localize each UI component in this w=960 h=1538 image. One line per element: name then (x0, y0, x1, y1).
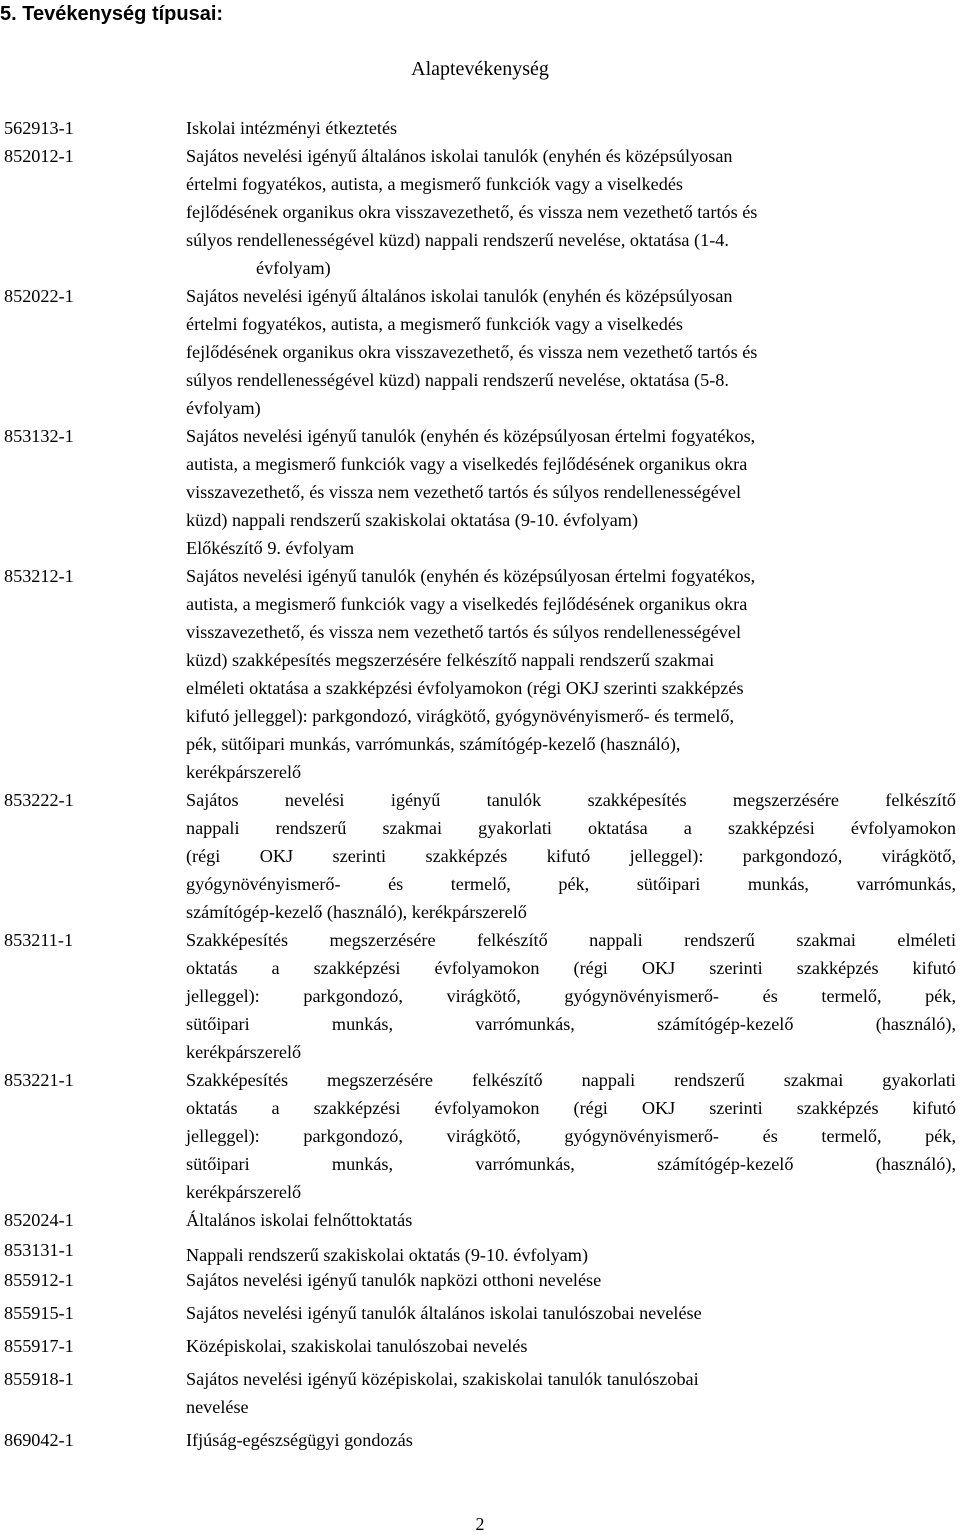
activity-row (0, 1299, 960, 1327)
activity-description (186, 562, 956, 786)
activity-row (0, 786, 960, 926)
activity-row (0, 1206, 960, 1234)
description-line: visszavezethető, és vissza nem vezethető tartós és súlyos rendellenességével (186, 622, 742, 642)
activity-code: 855918-1 (4, 1369, 74, 1389)
description-line: Ifjúság-egészségügyi gondozás (186, 1430, 413, 1450)
description-line: küzd) nappali rendszerű szakiskolai oktatása (9-10. évfolyam) (186, 510, 638, 530)
activity-code: 852022-1 (4, 286, 74, 306)
activity-row (0, 1066, 960, 1206)
activity-row (0, 114, 960, 142)
description-line: autista, a megismerő funkciók vagy a viselkedés fejlődésének organikus okra (186, 454, 748, 474)
description-line: súlyos rendellenességével küzd) nappali rendszerű nevelése, oktatása (5-8. (186, 370, 729, 390)
activity-row (0, 926, 960, 1066)
activity-description (186, 282, 956, 422)
description-line: kerékpárszerelő (186, 1042, 302, 1062)
description-line: súlyos rendellenességével küzd) nappali rendszerű nevelése, oktatása (1-4. (186, 230, 729, 250)
activity-row (0, 422, 960, 562)
description-line: kerékpárszerelő (186, 762, 302, 782)
description-line: Sajátos nevelési igényű középiskolai, szakiskolai tanulók tanulószobai (186, 1369, 699, 1389)
activity-code: 853221-1 (4, 1070, 74, 1090)
description-line: értelmi fogyatékos, autista, a megismerő funkciók vagy a viselkedés (186, 314, 683, 334)
activity-description (186, 1266, 956, 1294)
activity-row (0, 1236, 960, 1269)
activity-code: 855917-1 (4, 1336, 74, 1356)
description-line: fejlődésének organikus okra visszavezethető, és vissza nem vezethető tartós és (186, 342, 758, 362)
description-line: Sajátos nevelési igényű általános iskolai tanulók (enyhén és középsúlyosan (186, 286, 733, 306)
description-line: jelleggel): parkgondozó, virágkötő, gyógynövényismerő- és termelő, pék, (186, 1126, 956, 1146)
description-line: (régi OKJ szerinti szakképzés kifutó jelleggel): parkgondozó, virágkötő, (186, 846, 956, 866)
description-line: Nappali rendszerű szakiskolai oktatás (9-10. évfolyam) (186, 1245, 589, 1265)
activity-description (186, 786, 956, 926)
activity-row (0, 1332, 960, 1360)
description-line: évfolyam) (186, 398, 261, 418)
activity-row (0, 562, 960, 786)
activity-row (0, 1266, 960, 1294)
activity-row (0, 1426, 960, 1454)
activity-code: 853132-1 (4, 426, 74, 446)
activity-row (0, 1365, 960, 1421)
description-line: sütőipari munkás, varrómunkás, számítógép-kezelő (használó), (186, 1014, 956, 1034)
description-line: Iskolai intézményi étkeztetés (186, 118, 398, 138)
activity-code: 855915-1 (4, 1303, 74, 1323)
description-line: oktatás a szakképzési évfolyamokon (régi OKJ szerinti szakképzés kifutó (186, 958, 956, 978)
description-line: jelleggel): parkgondozó, virágkötő, gyógynövényismerő- és termelő, pék, (186, 986, 956, 1006)
activity-description (186, 142, 956, 282)
activity-code: 869042-1 (4, 1430, 74, 1450)
description-line: fejlődésének organikus okra visszavezethető, és vissza nem vezethető tartós és (186, 202, 758, 222)
activity-description (186, 114, 956, 142)
description-line: gyógynövényismerő- és termelő, pék, sütőipari munkás, varrómunkás, (186, 874, 956, 894)
description-line: visszavezethető, és vissza nem vezethető tartós és súlyos rendellenességével (186, 482, 742, 502)
activity-row (0, 142, 960, 282)
description-line: Általános iskolai felnőttoktatás (186, 1210, 413, 1230)
description-line: Szakképesítés megszerzésére felkészítő nappali rendszerű szakmai gyakorlati (186, 1070, 956, 1090)
description-line: Sajátos nevelési igényű tanulók (enyhén és középsúlyosan értelmi fogyatékos, (186, 566, 756, 586)
activity-description (186, 1299, 956, 1327)
activity-code: 852024-1 (4, 1210, 74, 1230)
activity-code: 853212-1 (4, 566, 74, 586)
subtitle: Alaptevékenység (411, 58, 549, 80)
description-line: Sajátos nevelési igényű tanulók (enyhén és középsúlyosan értelmi fogyatékos, (186, 426, 756, 446)
description-line: számítógép-kezelő (használó), kerékpárszerelő (186, 902, 527, 922)
activity-description (186, 1426, 956, 1454)
description-line: nevelése (186, 1397, 249, 1417)
description-line: küzd) szakképesítés megszerzésére felkészítő nappali rendszerű szakmai (186, 650, 715, 670)
description-line: Sajátos nevelési igényű tanulók szakképesítés megszerzésére felkészítő (186, 790, 956, 810)
description-line: kerékpárszerelő (186, 1182, 302, 1202)
description-line: pék, sütőipari munkás, varrómunkás, számítógép-kezelő (használó), (186, 734, 681, 754)
section-title: 5. Tevékenység típusai: (0, 3, 224, 25)
activity-description (186, 422, 956, 562)
page-number: 2 (475, 1514, 485, 1534)
description-line: Előkészítő 9. évfolyam (186, 538, 355, 558)
description-line: nappali rendszerű szakmai gyakorlati oktatása a szakképzési évfolyamokon (186, 818, 956, 838)
description-line: Szakképesítés megszerzésére felkészítő nappali rendszerű szakmai elméleti (186, 930, 956, 950)
activity-code: 853211-1 (4, 930, 74, 950)
description-line: Sajátos nevelési igényű tanulók általános iskolai tanulószobai nevelése (186, 1303, 702, 1323)
description-line: értelmi fogyatékos, autista, a megismerő funkciók vagy a viselkedés (186, 174, 683, 194)
description-line: évfolyam) (256, 258, 331, 278)
description-line: kifutó jelleggel): parkgondozó, virágkötő, gyógynövényismerő- és termelő, (186, 706, 735, 726)
description-line: sütőipari munkás, varrómunkás, számítógép-kezelő (használó), (186, 1154, 956, 1174)
activity-description (186, 1332, 956, 1360)
description-line: autista, a megismerő funkciók vagy a viselkedés fejlődésének organikus okra (186, 594, 748, 614)
activity-description (186, 1365, 956, 1421)
activity-description (186, 1236, 956, 1269)
activity-code: 853131-1 (4, 1240, 74, 1260)
activity-description (186, 1206, 956, 1234)
activity-code: 853222-1 (4, 790, 74, 810)
activity-code: 562913-1 (4, 118, 74, 138)
activity-list (0, 114, 960, 1454)
description-line: Középiskolai, szakiskolai tanulószobai nevelés (186, 1336, 528, 1356)
activity-code: 855912-1 (4, 1270, 74, 1290)
activity-description (186, 1066, 956, 1206)
description-line: Sajátos nevelési igényű tanulók napközi otthoni nevelése (186, 1270, 602, 1290)
description-line: Sajátos nevelési igényű általános iskolai tanulók (enyhén és középsúlyosan (186, 146, 733, 166)
activity-code: 852012-1 (4, 146, 74, 166)
activity-description (186, 926, 956, 1066)
activity-row (0, 282, 960, 422)
description-line: elméleti oktatása a szakképzési évfolyamokon (régi OKJ szerinti szakképzés (186, 678, 744, 698)
description-line: oktatás a szakképzési évfolyamokon (régi OKJ szerinti szakképzés kifutó (186, 1098, 956, 1118)
